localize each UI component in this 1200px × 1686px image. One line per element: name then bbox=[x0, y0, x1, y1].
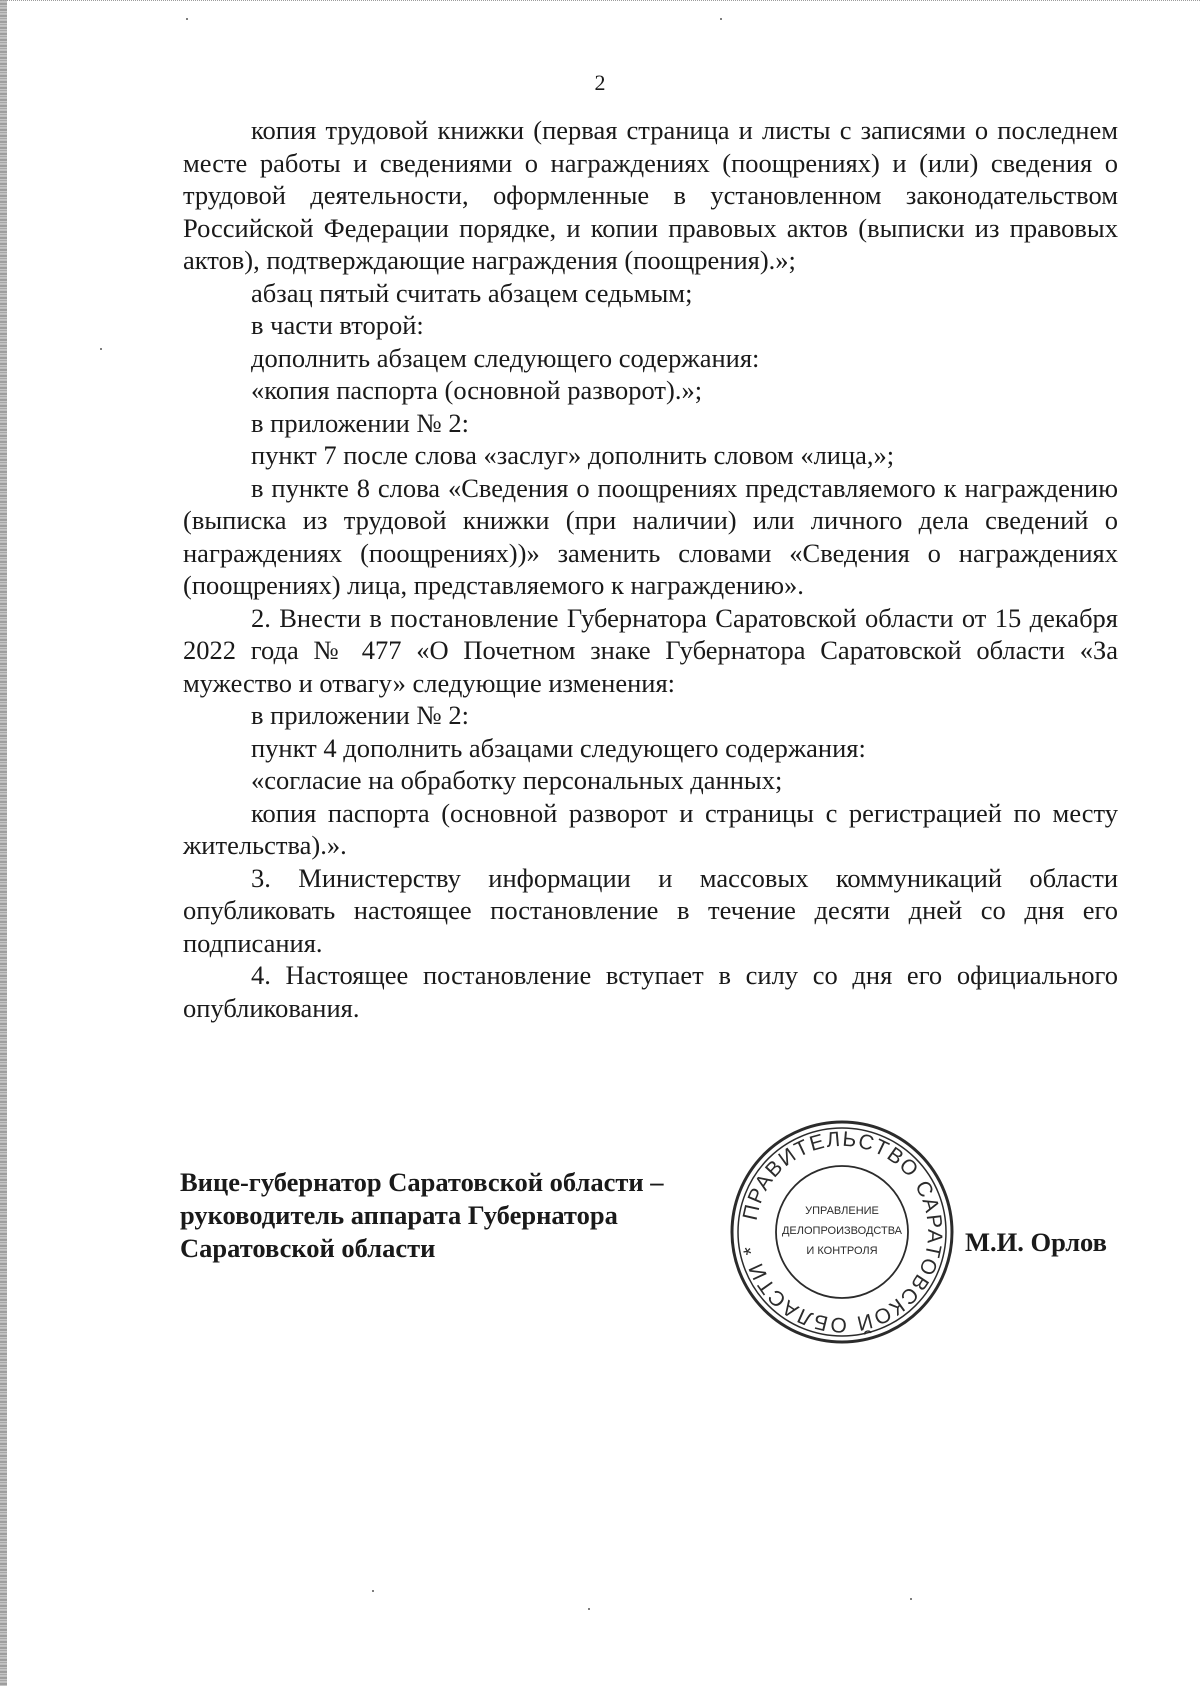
document-body bbox=[183, 114, 1118, 1024]
official-stamp bbox=[728, 1118, 956, 1346]
signer-position-line-2: руководитель аппарата Губернатора bbox=[180, 1200, 618, 1230]
scan-speck bbox=[588, 1608, 590, 1610]
stamp-center-line-1: УПРАВЛЕНИЕ bbox=[805, 1205, 879, 1217]
paragraph-point-8: в пункте 8 слова «Сведения о поощрениях представляемого к награждению (выписка из трудовой книжки (при наличии) или личного дела сведений о награждениях (поощрениях))» заменить словами «Сведения о награждениях (поощрениях) лица, представляемого к награждению». bbox=[183, 472, 1118, 600]
paragraph-abzac-5: абзац пятый считать абзацем седьмым; bbox=[251, 277, 693, 308]
scan-speck bbox=[910, 1598, 912, 1600]
scan-edge-artifact bbox=[0, 0, 7, 1686]
signer-position bbox=[180, 1166, 740, 1265]
scan-speck bbox=[186, 18, 188, 20]
scan-speck bbox=[372, 1590, 374, 1592]
paragraph-work-book-copy: копия трудовой книжки (первая страница и листы с записями о последнем месте работы и сведениями о награждениях (поощрениях) и (или) сведения о трудовой деятельности, оформленные в установленном законодательством Российской Федерации порядке, и копии правовых актов (выписки из правовых актов), подтверждающие награждения (поощрения).»; bbox=[183, 115, 1118, 275]
paragraph-item-4: 4. Настоящее постановление вступает в силу со дня его официального опубликования. bbox=[183, 960, 1118, 1023]
paragraph-point-4: пункт 4 дополнить абзацами следующего содержания: bbox=[251, 732, 866, 763]
signer-name: М.И. Орлов bbox=[965, 1227, 1107, 1257]
paragraph-add-abzac: дополнить абзацем следующего содержания: bbox=[251, 342, 760, 373]
paragraph-item-3: 3. Министерству информации и массовых коммуникаций области опубликовать настоящее постановление в течение десяти дней со дня его подписания. bbox=[183, 862, 1118, 958]
stamp-center-line-2: ДЕЛОПРОИЗВОДСТВА bbox=[781, 1225, 903, 1237]
paragraph-appendix-2: в приложении № 2: bbox=[251, 407, 469, 438]
stamp-center-line-3: И КОНТРОЛЯ bbox=[806, 1245, 878, 1257]
paragraph-passport-registration: копия паспорта (основной разворот и страницы с регистрацией по месту жительства).». bbox=[183, 797, 1118, 860]
signer-position-line-1: Вице-губернатор Саратовской области – bbox=[180, 1167, 664, 1197]
stamp-seal-graphic bbox=[728, 1118, 956, 1346]
scan-top-artifact bbox=[0, 0, 1200, 11]
paragraph-part-two: в части второй: bbox=[251, 310, 424, 340]
paragraph-item-2: 2. Внести в постановление Губернатора Саратовской области от 15 декабря 2022 года № 477 «О Почетном знаке Губернатора Саратовской области «За мужество и отвагу» следующие изменения: bbox=[183, 602, 1118, 698]
page-number: 2 bbox=[594, 70, 606, 95]
paragraph-appendix-2-second: в приложении № 2: bbox=[251, 700, 469, 730]
scan-speck bbox=[720, 18, 722, 20]
paragraph-consent: «согласие на обработку персональных данных; bbox=[251, 765, 783, 795]
stamp-ring-text: ПРАВИТЕЛЬСТВО САРАТОВСКОЙ ОБЛАСТИ * bbox=[738, 1127, 947, 1337]
signer-position-line-3: Саратовской области bbox=[180, 1233, 436, 1263]
scan-speck bbox=[100, 348, 102, 350]
paragraph-passport-copy: «копия паспорта (основной разворот).»; bbox=[251, 375, 703, 405]
paragraph-point-7: пункт 7 после слова «заслуг» дополнить словом «лица,»; bbox=[251, 440, 895, 470]
